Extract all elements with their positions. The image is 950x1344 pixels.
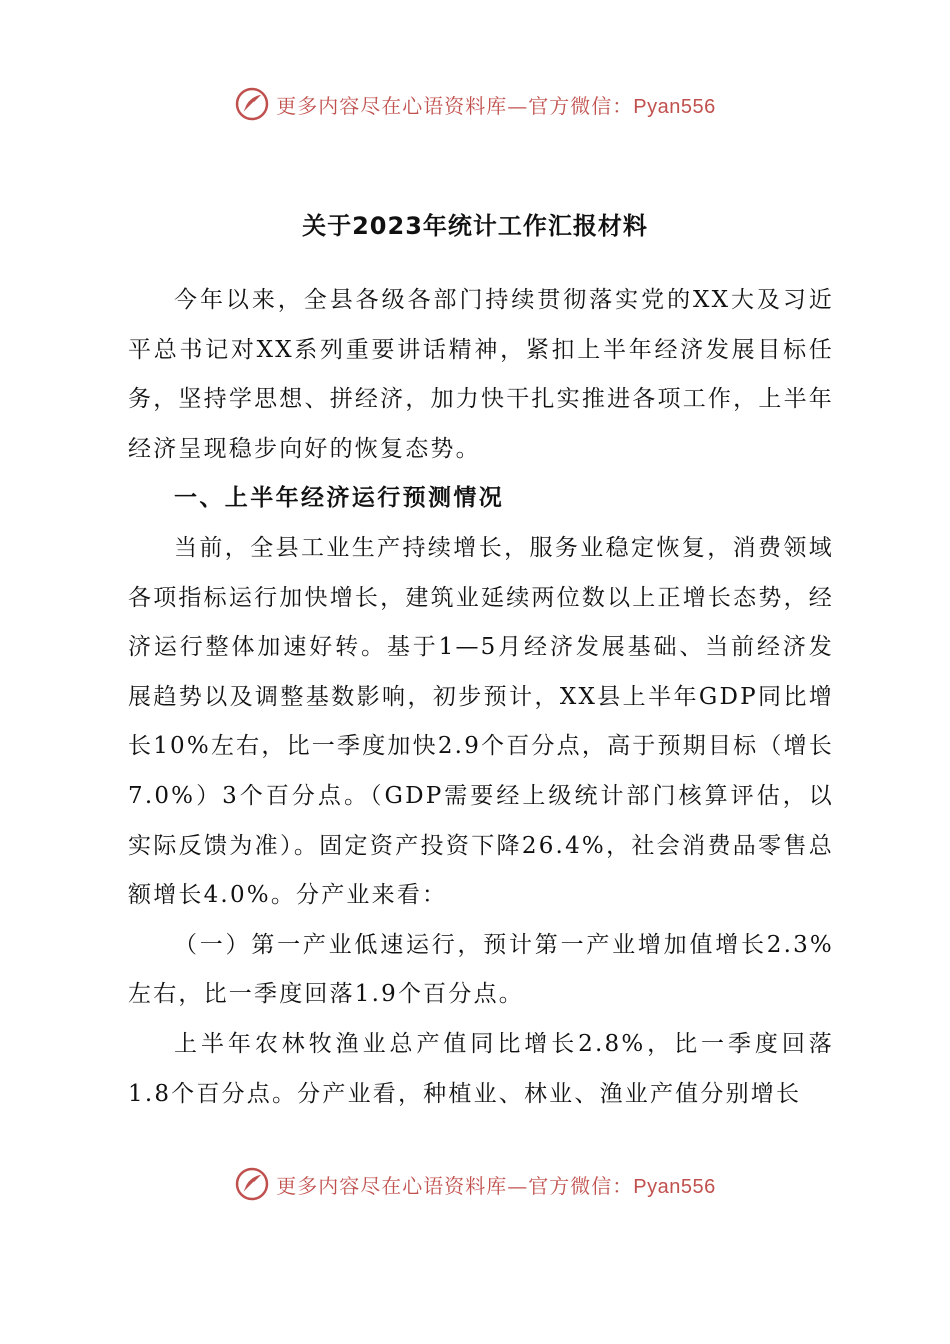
agriculture-paragraph: 上半年农林牧渔业总产值同比增长2.8%，比一季度回落1.8个百分点。分产业看，种植业、林业、渔业产值分别增长 [128, 1030, 834, 1107]
watermark-text: 更多内容尽在心语资料库—官方微信：Pyan556 [276, 1173, 716, 1198]
intro-paragraph: 今年以来，全县各级各部门持续贯彻落实党的XX大及习近平总书记对XX系列重要讲话精神，紧扣上半年经济发展目标任务，坚持学思想、拼经济，加力快干扎实推进各项工作，上半年经济呈现稳步向好的恢复态势。 [128, 287, 834, 462]
wechat-id: Pyan556 [633, 95, 716, 118]
wechat-id: Pyan556 [633, 1175, 716, 1198]
primary-industry-paragraph: （一）第一产业低速运行，预计第一产业增加值增长2.3%左右，比一季度回落1.9个百分点。 [128, 931, 834, 1008]
feather-pen-logo-icon [234, 86, 270, 122]
watermark-text: 更多内容尽在心语资料库—官方微信：Pyan556 [276, 93, 716, 118]
document-title: 关于2023年统计工作汇报材料 [302, 212, 648, 240]
header-watermark [0, 84, 950, 124]
forecast-paragraph: 当前，全县工业生产持续增长，服务业稳定恢复，消费领域各项指标运行加快增长，建筑业延续两位数以上正增长态势，经济运行整体加速好转。基于1—5月经济发展基础、当前经济发展趋势以及调整基数影响，初步预计，XX县上半年GDP同比增长10%左右，比一季度加快2.9个百分点，高于预期目标（增长7.0%）3个百分点。（GDP需要经上级统计部门核算评估，以实际反馈为准）。固定资产投资下降26.4%，社会消费品零售总额增长4.0%。分产业来看： [128, 534, 834, 909]
footer-watermark [0, 1164, 950, 1204]
document-body [128, 276, 834, 1119]
feather-pen-logo-icon [234, 1166, 270, 1202]
section-heading: 一、上半年经济运行预测情况 [174, 485, 505, 512]
